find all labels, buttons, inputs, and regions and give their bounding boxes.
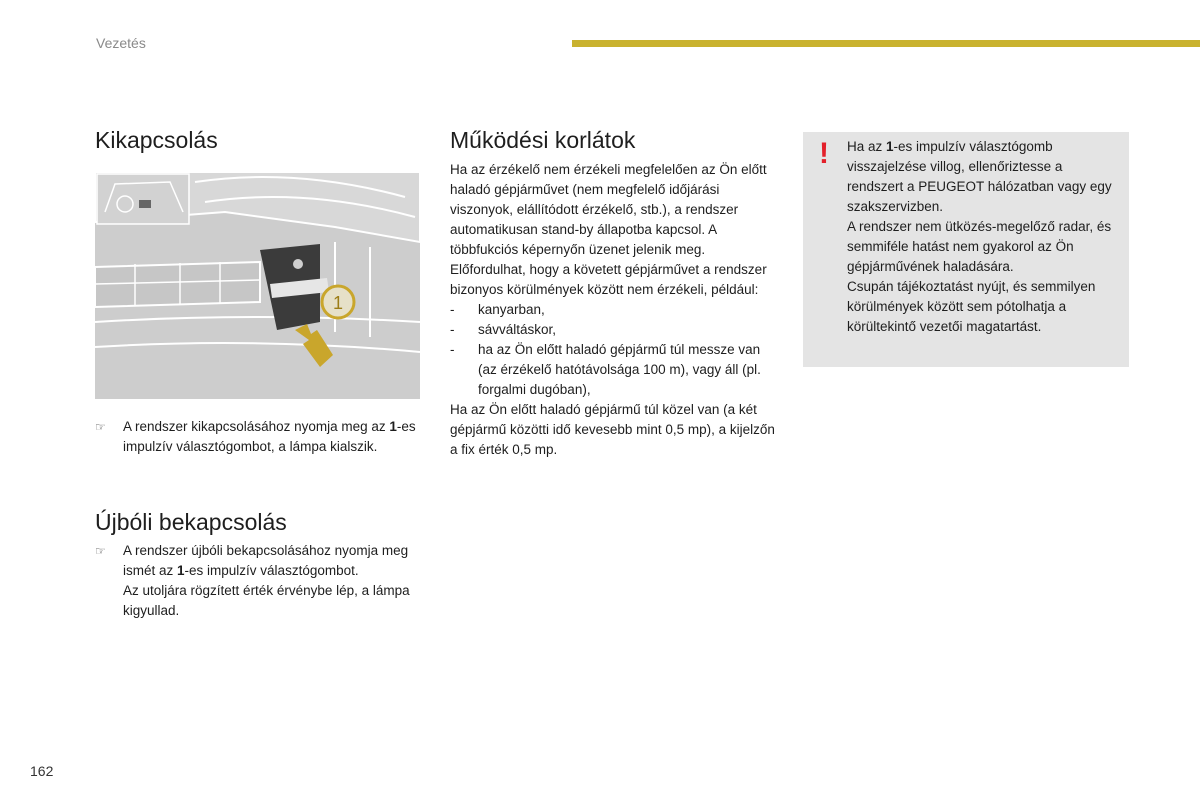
- bullet-ujboli: [95, 541, 420, 621]
- header-accent-bar: [572, 40, 1200, 47]
- paragraph-1: Ha az érzékelő nem érzékeli megfelelően az Ön előtt haladó gépjárművet (nem megfelelő időjárási viszonyok, elállítódott érzékelő, stb.), a rendszer automatikusan stand-by állapotba kapcsol. A többfukciós képernyőn üzenet jelenik meg.: [450, 162, 767, 257]
- list-marker: -: [450, 322, 455, 337]
- pointer-icon: ☞: [95, 544, 106, 558]
- heading-ujboli-bekapcsolas: Újbóli bekapcsolás: [95, 509, 287, 535]
- warning-icon: !: [819, 137, 829, 170]
- bullet-text-bold: 1: [177, 563, 185, 578]
- section-title: Vezetés: [96, 35, 146, 51]
- bullet-text-pre: A rendszer kikapcsolásához nyomja meg az: [123, 419, 390, 434]
- list-item-text: kanyarban,: [478, 302, 545, 317]
- warning-text-pre: Ha az: [847, 139, 887, 154]
- bullet-text-post: -es impulzív választógombot.: [184, 563, 359, 578]
- warning-text-post: -es impulzív választógomb visszajelzése villog, ellenőriztesse a rendszert a PEUGEOT hálózatban vagy egy szakszervizben.: [847, 139, 1112, 214]
- paragraph-3: Ha az Ön előtt haladó gépjármű túl közel van (a két gépjármű közötti idő kevesebb mint 0,5 mp), a kijelzőn a fix érték 0,5 mp.: [450, 402, 775, 457]
- list-item-text: ha az Ön előtt haladó gépjármű túl messze van (az érzékelő hatótávolsága 100 m), vagy áll (pl. forgalmi dugóban),: [478, 342, 761, 397]
- list-item: [450, 300, 780, 320]
- limitations-text: [450, 160, 780, 460]
- callout-number: 1: [332, 293, 344, 313]
- pointer-icon: ☞: [95, 420, 106, 434]
- dashboard-illustration: [95, 172, 420, 399]
- bullet-text-post: -es impulzív választógombot, a lámpa kialszik.: [123, 419, 416, 454]
- limitations-list: [450, 300, 780, 400]
- bullet-kikapcsolas: [95, 417, 420, 457]
- warning-paragraph-3: Csupán tájékoztatást nyújt, és semmilyen körülmények között sem pótolhatja a körültekintő vezetői magatartást.: [847, 279, 1096, 334]
- bullet-text-bold: 1: [389, 419, 397, 434]
- warning-paragraph-2: A rendszer nem ütközés-megelőző radar, és semmiféle hatást nem gyakorol az Ön gépjárművének haladására.: [847, 219, 1112, 274]
- paragraph-2: Előfordulhat, hogy a követett gépjárművet a rendszer bizonyos körülmények között nem érzékeli, például:: [450, 262, 767, 297]
- list-item: [450, 340, 780, 400]
- warning-box: [803, 132, 1129, 367]
- list-marker: -: [450, 342, 455, 357]
- list-marker: -: [450, 302, 455, 317]
- bullet-text-para2: Az utoljára rögzített érték érvénybe lép, a lámpa kigyullad.: [123, 583, 410, 618]
- warning-text: [847, 137, 1122, 337]
- list-item: [450, 320, 780, 340]
- bullet-text-pre: A rendszer újbóli bekapcsolásához nyomja meg ismét az: [123, 543, 409, 578]
- warning-text-bold: 1: [886, 139, 894, 154]
- list-item-text: sávváltáskor,: [478, 322, 557, 337]
- page-number: 162: [30, 763, 54, 779]
- heading-kikapcsolas: Kikapcsolás: [95, 127, 218, 153]
- heading-mukodesi-korlatok: Működési korlátok: [450, 127, 636, 153]
